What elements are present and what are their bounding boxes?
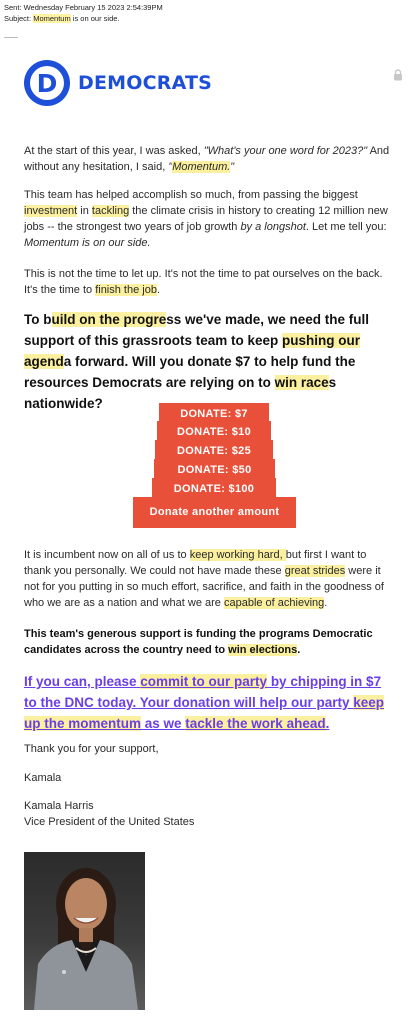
divider bbox=[4, 37, 18, 38]
text-span: And without any hesitation, I said, bbox=[24, 145, 390, 173]
button-label: DONATE: $50 bbox=[177, 464, 252, 476]
text-span: It is incumbent now on all of us to bbox=[24, 549, 190, 561]
signature-first-name: Kamala bbox=[24, 772, 62, 784]
text-span: . Let me tell you: bbox=[305, 221, 387, 233]
donate-100-button[interactable] bbox=[152, 478, 276, 497]
text-span: but first I want to thank you personally. We could not have made these bbox=[24, 549, 367, 577]
subject-rest: is on our side. bbox=[70, 14, 120, 23]
highlight-win-races: win race bbox=[274, 375, 329, 390]
highlight-momentum: Momentum. bbox=[172, 161, 231, 173]
highlight-finish-job: finish the job bbox=[95, 284, 157, 296]
donation-ask bbox=[24, 309, 396, 414]
closing-thanks: Thank you for your support, bbox=[24, 743, 159, 755]
donate-50-button[interactable] bbox=[154, 459, 275, 478]
highlight-commit: commit to our party bbox=[140, 674, 268, 689]
highlight-investment: investment bbox=[24, 205, 78, 217]
highlight-great-strides: great strides bbox=[284, 565, 346, 577]
highlight-agenda: pushing our agend bbox=[24, 333, 361, 369]
highlight-tackling: tackling bbox=[91, 205, 130, 217]
brand-name: DEMOCRATS bbox=[78, 72, 213, 94]
logo-inner bbox=[30, 66, 64, 100]
kamala-harris-photo bbox=[24, 852, 145, 1010]
text-span: the climate crisis in history to creating 12 million new jobs -- the strongest two years of job growth bbox=[24, 205, 388, 233]
text-span: s nationwide? bbox=[24, 375, 337, 411]
emphasis-momentum: Momentum is on our side. bbox=[24, 237, 151, 249]
quote-question: "What's your one word for 2023?" bbox=[203, 145, 368, 157]
highlight-momentum: keep up the momentum bbox=[24, 695, 385, 731]
text-span: . bbox=[156, 284, 161, 296]
text-span: a forward. Will you donate $7 to help fund the resources Democrats are relying on to bbox=[24, 354, 356, 390]
text-span: by chipping in $7 to the DNC today. Your donation will help our party bbox=[24, 674, 382, 710]
donate-link[interactable] bbox=[24, 671, 396, 734]
portrait-illustration bbox=[24, 852, 145, 1010]
text-span: If you can, please bbox=[24, 674, 141, 689]
quote-mark: " bbox=[230, 161, 235, 173]
text-span: To b bbox=[24, 312, 52, 327]
quote-mark: " bbox=[168, 161, 173, 173]
text-span: . bbox=[324, 597, 328, 609]
text-span: This team's generous support is funding the programs Democratic candidates across the country need to bbox=[24, 628, 373, 656]
highlight-keep-working: keep working hard, bbox=[189, 549, 286, 561]
paragraph-accomplishments bbox=[24, 187, 396, 251]
text-span: . bbox=[325, 716, 330, 731]
sent-label: Sent: bbox=[4, 3, 22, 12]
paragraph-thanks bbox=[24, 547, 396, 611]
logo-letter: D bbox=[36, 68, 58, 98]
subject-label: Subject: bbox=[4, 14, 32, 23]
text-span: At the start of this year, I was asked, bbox=[24, 145, 204, 157]
paragraph-support bbox=[24, 626, 396, 658]
donate-10-button[interactable] bbox=[157, 421, 271, 440]
button-label: Donate another amount bbox=[149, 506, 280, 518]
text-span: This team has helped accomplish so much, from passing the biggest bbox=[24, 189, 358, 201]
democrats-logo[interactable] bbox=[24, 60, 212, 106]
highlight-tackle: tackle the work ahead bbox=[185, 716, 326, 731]
subject-highlight: Momentum bbox=[33, 14, 71, 23]
button-label: DONATE: $100 bbox=[173, 483, 255, 495]
signature-title: Vice President of the United States bbox=[24, 816, 195, 828]
text-span: were it not for you putting in so much effort, sacrifice, and faith in the goodness of who we are as a nation and what we are bbox=[24, 565, 384, 609]
signature-full-name: Kamala Harris bbox=[24, 800, 94, 812]
text-span: as we bbox=[141, 716, 186, 731]
text-span: . bbox=[297, 644, 301, 656]
text-span: in bbox=[77, 205, 92, 217]
donate-25-button[interactable] bbox=[155, 440, 273, 459]
donate-other-amount-button[interactable] bbox=[133, 497, 296, 528]
lock-icon bbox=[393, 69, 403, 81]
highlight-win-elections: win elections bbox=[228, 644, 298, 656]
sent-value: Wednesday February 15 2023 2:54:39PM bbox=[23, 3, 163, 12]
emphasis-longshot: by a longshot bbox=[240, 221, 306, 233]
highlight-progress: uild on the progre bbox=[51, 312, 167, 327]
button-label: DONATE: $25 bbox=[177, 445, 251, 457]
button-label: DONATE: $10 bbox=[177, 426, 251, 438]
paragraph-intro bbox=[24, 143, 396, 175]
sent-line bbox=[4, 2, 163, 13]
highlight-capable: capable of achieving bbox=[223, 597, 325, 609]
logo-circle-icon bbox=[24, 60, 70, 106]
paragraph-finish-job bbox=[24, 266, 396, 298]
email-meta bbox=[4, 2, 163, 24]
button-label: DONATE: $7 bbox=[180, 408, 248, 420]
subject-line bbox=[4, 13, 163, 24]
text-span: This is not the time to let up. It's not the time to pat ourselves on the back. It's the time to bbox=[24, 268, 383, 296]
text-span: ss we've made, we need the full support of this grassroots team to keep bbox=[24, 312, 370, 348]
donate-7-button[interactable] bbox=[159, 403, 269, 421]
